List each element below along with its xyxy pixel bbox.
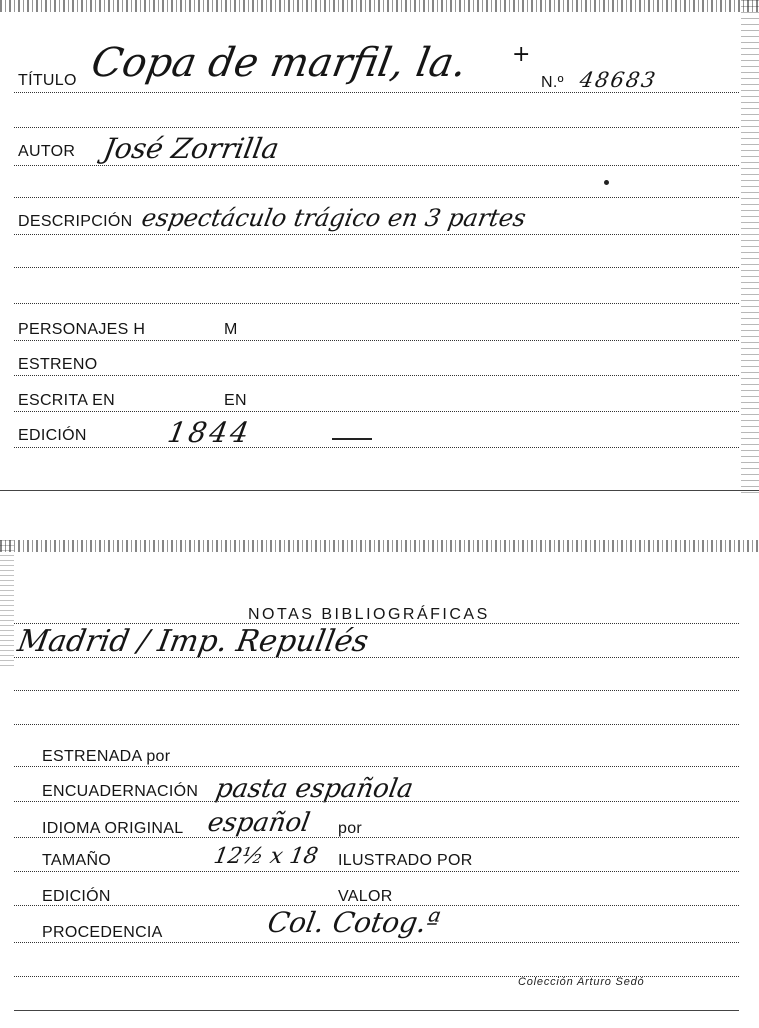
estreno-rule xyxy=(14,375,739,376)
autor-label: AUTOR xyxy=(18,143,76,160)
tamano-label: TAMAÑO xyxy=(42,852,112,869)
titulo-value: Copa de marfil, la. xyxy=(87,40,471,86)
card-bottom-edge-2 xyxy=(14,1010,739,1011)
titulo-rule xyxy=(14,92,739,93)
blank-rule-6 xyxy=(14,724,739,725)
blank-rule-4 xyxy=(14,303,739,304)
torn-edge-top xyxy=(0,0,759,12)
escrita-en-label: EN xyxy=(224,392,247,409)
titulo-label: TÍTULO xyxy=(18,72,77,89)
personajes-m-label: M xyxy=(224,321,238,338)
notes-value: Madrid / Imp. Repullés xyxy=(14,624,372,659)
idioma-rule xyxy=(14,837,739,838)
descripcion-label: DESCRIPCIÓN xyxy=(18,213,133,230)
blank-rule-2 xyxy=(14,197,739,198)
numero-label: N.º xyxy=(541,74,564,91)
cross-mark: + xyxy=(512,42,531,67)
torn-edge-right xyxy=(741,0,759,495)
procedencia-value: Col. Cotog.ª xyxy=(265,906,443,939)
encuadernacion-label: ENCUADERNACIÓN xyxy=(42,783,199,800)
encuadernacion-value: pasta española xyxy=(213,774,416,804)
numero-value: 48683 xyxy=(577,68,659,92)
autor-value: José Zorrilla xyxy=(101,132,282,165)
personajes-label: PERSONAJES H xyxy=(18,321,146,338)
collection-credit: Colección Arturo Sedó xyxy=(518,976,645,988)
card-bottom-edge xyxy=(0,490,759,491)
valor-label: VALOR xyxy=(338,888,393,905)
estreno-label: ESTRENO xyxy=(18,356,98,373)
edicion-label-bottom: EDICIÓN xyxy=(42,888,111,905)
estrenada-rule xyxy=(14,766,739,767)
notas-heading: NOTAS BIBLIOGRÁFICAS xyxy=(248,606,490,623)
notes-rule xyxy=(14,657,739,658)
tamano-value: 12½ x 18 xyxy=(211,844,320,869)
escrita-label: ESCRITA EN xyxy=(18,392,115,409)
catalog-card-bottom xyxy=(0,540,759,1028)
catalog-card-top xyxy=(0,0,759,495)
estrenada-label: ESTRENADA por xyxy=(42,748,171,765)
edicion-value: 1844 xyxy=(165,416,255,449)
edicion-label: EDICIÓN xyxy=(18,427,87,444)
personajes-rule xyxy=(14,340,739,341)
autor-rule xyxy=(14,165,739,166)
edicion-rule xyxy=(14,447,739,448)
idioma-label: IDIOMA ORIGINAL xyxy=(42,820,184,837)
encuadernacion-rule xyxy=(14,801,739,802)
torn-edge-left xyxy=(0,540,14,670)
idioma-value: español xyxy=(205,808,313,838)
descripcion-value: espectáculo trágico en 3 partes xyxy=(139,204,529,232)
descripcion-rule xyxy=(14,234,739,235)
ilustrado-label: ILUSTRADO POR xyxy=(338,852,473,869)
pencil-dash xyxy=(332,438,372,440)
blank-rule-5 xyxy=(14,690,739,691)
procedencia-rule xyxy=(14,942,739,943)
blank-rule-1 xyxy=(14,127,739,128)
escrita-rule xyxy=(14,411,739,412)
procedencia-label: PROCEDENCIA xyxy=(42,924,163,941)
ink-spot xyxy=(604,180,609,185)
torn-edge-top xyxy=(0,540,759,552)
tamano-rule xyxy=(14,871,739,872)
idioma-por-label: por xyxy=(338,820,363,837)
blank-rule-3 xyxy=(14,267,739,268)
